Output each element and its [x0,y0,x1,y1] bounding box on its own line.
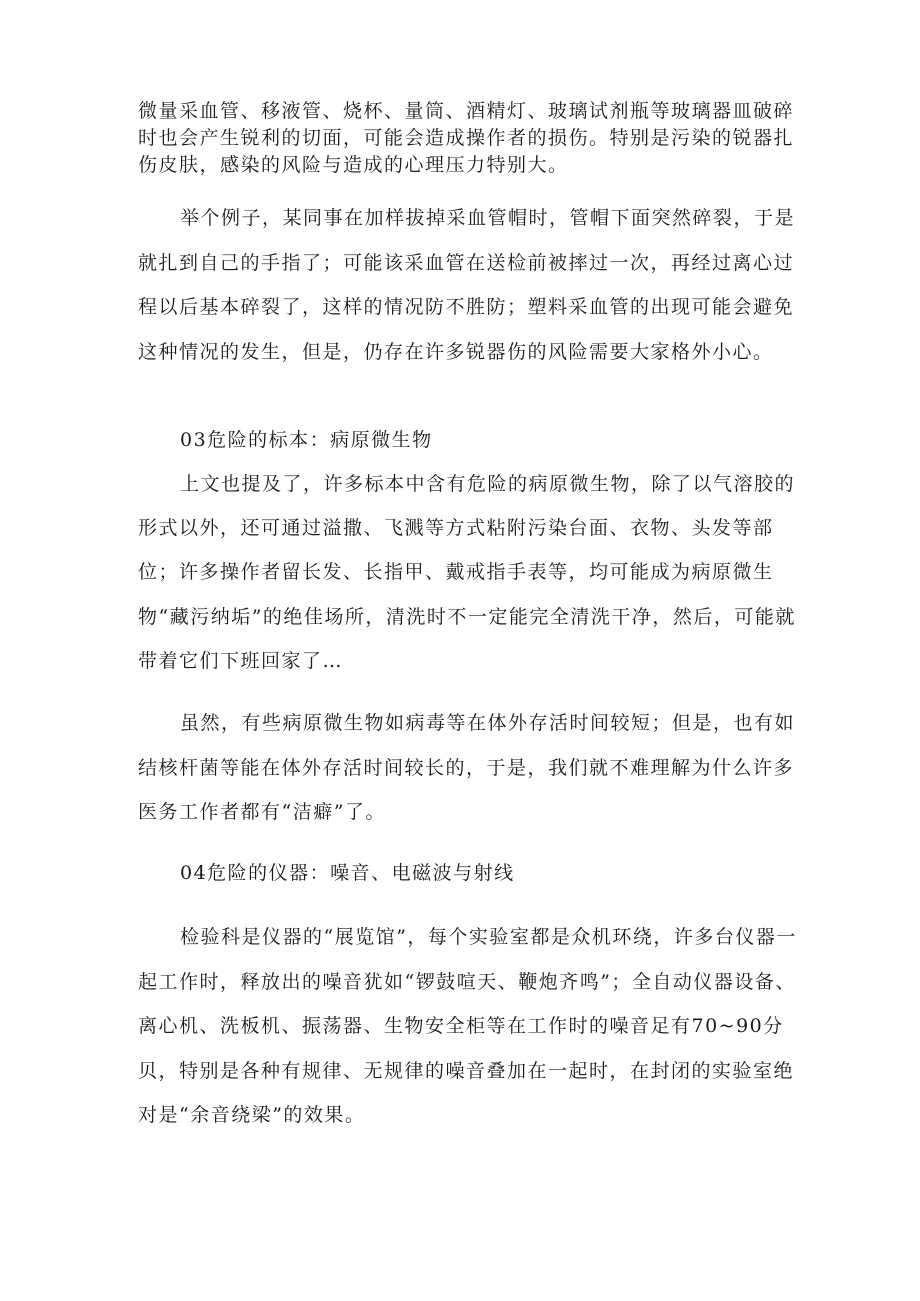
section-heading-03: 03危险的标本：病原微生物 [180,429,433,451]
paragraph-example-tube-break: 举个例子，某同事在加样拔掉采血管帽时，管帽下面突然碎裂，于是就扎到自己的手指了；可能该采血管在送检前被摔过一次，再经过离心过程以后基本碎裂了，这样的情况防不胜防；塑料采血管的出现可能会避免这种情况的发生，但是，仍存在许多锐器伤的风险需要大家格外小心。 [138,207,796,363]
paragraph-pathogen-survival: 虽然，有些病原微生物如病毒等在体外存活时间较短；但是，也有如结核杆菌等能在体外存活时间较长的，于是，我们就不难理解为什么许多医务工作者都有“洁癖”了。 [138,712,796,823]
paragraph-glassware-injury: 微量采血管、移液管、烧杯、量筒、酒精灯、玻璃试剂瓶等玻璃器皿破碎时也会产生锐利的切面，可能会造成操作者的损伤。特别是污染的锐器扎伤皮肤，感染的风险与造成的心理压力特别大。 [138,100,795,176]
paragraph-pathogen-contamination: 上文也提及了，许多标本中含有危险的病原微生物，除了以气溶胶的形式以外，还可通过溢撒、飞溅等方式粘附污染台面、衣物、头发等部位；许多操作者留长发、长指甲、戴戒指手表等，均可能成为病原微生物“藏污纳垢”的绝佳场所，清洗时不一定能完全清洗干净，然后，可能就带着它们下班回家了… [138,473,796,672]
paragraph-instrument-noise: 检验科是仪器的“展览馆”，每个实验室都是众机环绕，许多台仪器一起工作时，释放出的噪音犹如“锣鼓喧天、鞭炮齐鸣”；全自动仪器设备、离心机、洗板机、振荡器、生物安全柜等在工作时的噪音足有70~90分贝，特别是各种有规律、无规律的噪音叠加在一起时，在封闭的实验室绝对是“余音绕梁”的效果。 [138,926,797,1126]
section-heading-04: 04危险的仪器：噪音、电磁波与射线 [180,862,515,884]
